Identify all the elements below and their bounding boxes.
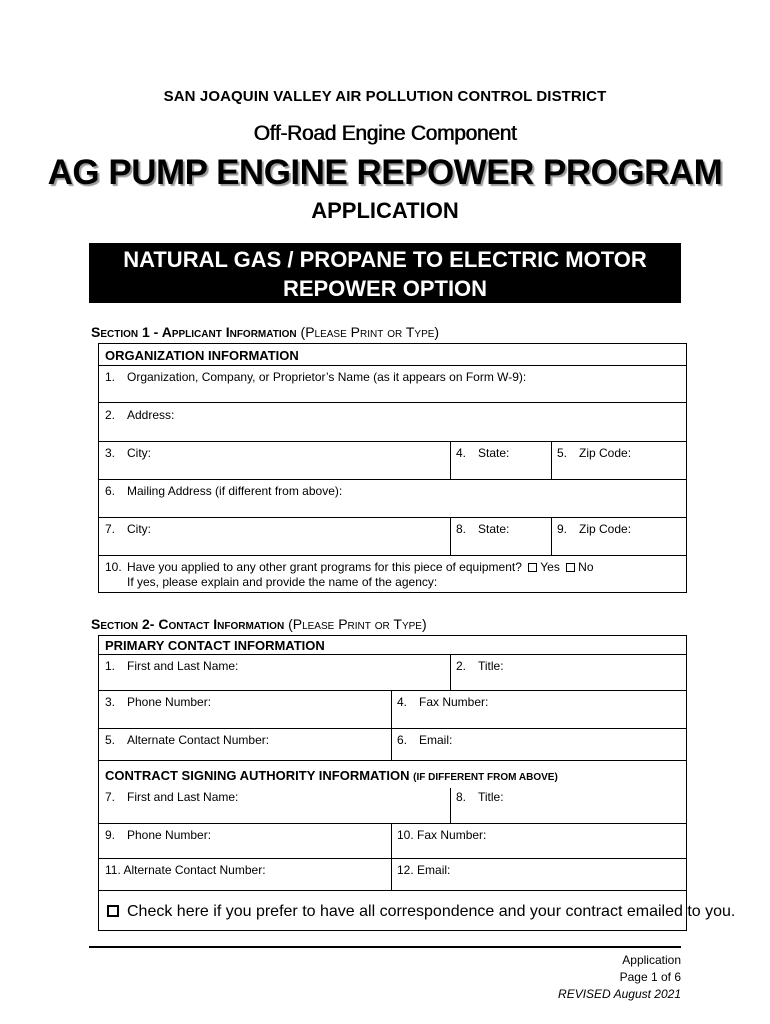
field-number: 6. xyxy=(105,484,116,498)
primary-name-label: First and Last Name: xyxy=(127,659,239,673)
other-grants-explain-field[interactable] xyxy=(127,575,437,589)
footer-page-number: Page 1 of 6 xyxy=(619,970,681,984)
signing-alt-number-field[interactable] xyxy=(105,863,266,877)
field-number: 3. xyxy=(105,695,116,709)
column-divider xyxy=(391,691,392,728)
mailing-state-label: State: xyxy=(478,522,510,536)
other-grants-question xyxy=(99,555,686,592)
field-number: 8. xyxy=(456,790,467,804)
signing-phone-field[interactable] xyxy=(105,828,211,842)
field-number: 7. xyxy=(105,790,116,804)
column-divider xyxy=(551,518,552,555)
field-number: 4. xyxy=(397,695,408,709)
banner-line-2: REPOWER OPTION xyxy=(282,276,488,301)
field-number: 5. xyxy=(105,733,116,747)
org-name-label: Organization, Company, or Proprietor’s Name (as it appears on Form W-9): xyxy=(127,370,527,384)
signing-authority-header xyxy=(105,768,558,783)
address-label: Address: xyxy=(127,408,175,422)
signing-alt-number-label: 11. Alternate Contact Number: xyxy=(105,863,266,877)
footer-revision: REVISED August 2021 xyxy=(558,987,681,1001)
signing-email-field[interactable] xyxy=(397,863,450,877)
zip-label: Zip Code: xyxy=(579,446,632,460)
signing-name-title-row xyxy=(99,788,686,823)
primary-phone-label: Phone Number: xyxy=(127,695,212,709)
section2-heading xyxy=(91,616,427,632)
signing-fax-label: 10. Fax Number: xyxy=(397,828,487,842)
field-number: 1. xyxy=(105,659,116,673)
organization-info-box xyxy=(98,343,687,593)
mailing-address-label: Mailing Address (if different from above): xyxy=(127,484,343,498)
city-field[interactable] xyxy=(105,446,151,460)
email-preference-row[interactable] xyxy=(107,903,735,921)
banner-line-1: NATURAL GAS / PROPANE TO ELECTRIC MOTOR xyxy=(123,247,647,272)
section1-heading xyxy=(91,324,439,340)
city-label: City: xyxy=(127,446,151,460)
state-label: State: xyxy=(478,446,510,460)
signing-phone-fax-row xyxy=(99,823,686,858)
city-state-zip-row xyxy=(99,441,686,479)
primary-alt-number-label: Alternate Contact Number: xyxy=(127,733,270,747)
no-label: No xyxy=(578,560,594,574)
primary-title-label: Title: xyxy=(478,659,504,673)
organization-info-header: ORGANIZATION INFORMATION xyxy=(105,348,299,363)
mailing-state-field[interactable] xyxy=(456,522,509,536)
mailing-city-state-zip-row xyxy=(99,517,686,555)
other-grants-label: Have you applied to any other grant programs for this piece of equipment? xyxy=(127,560,522,574)
column-divider xyxy=(450,788,451,823)
document-type: APPLICATION xyxy=(311,198,459,223)
field-number: 9. xyxy=(557,522,568,536)
primary-name-title-row xyxy=(99,654,686,690)
primary-alt-number-field[interactable] xyxy=(105,733,269,747)
primary-phone-field[interactable] xyxy=(105,695,211,709)
program-title: AG PUMP ENGINE REPOWER PROGRAM xyxy=(47,153,723,192)
signing-name-field[interactable] xyxy=(105,790,238,804)
footer-doc-name: Application xyxy=(622,953,681,967)
primary-fax-label: Fax Number: xyxy=(419,695,489,709)
primary-fax-field[interactable] xyxy=(397,695,488,709)
column-divider xyxy=(391,824,392,858)
primary-email-field[interactable] xyxy=(397,733,452,747)
component-title: Off-Road Engine Component xyxy=(253,122,517,145)
column-divider xyxy=(450,655,451,690)
mailing-city-label: City: xyxy=(127,522,151,536)
column-divider xyxy=(551,442,552,479)
address-field[interactable] xyxy=(99,402,686,441)
zip-field[interactable] xyxy=(557,446,631,460)
yes-checkbox[interactable] xyxy=(528,563,537,572)
field-number: 2. xyxy=(105,408,116,422)
field-number: 7. xyxy=(105,522,116,536)
field-number: 9. xyxy=(105,828,116,842)
column-divider xyxy=(450,442,451,479)
signing-fax-field[interactable] xyxy=(397,828,486,842)
no-checkbox[interactable] xyxy=(566,563,575,572)
section1-note: (Please Print or Type) xyxy=(300,324,440,340)
column-divider xyxy=(450,518,451,555)
primary-phone-fax-row xyxy=(99,690,686,728)
field-number: 10. xyxy=(105,560,122,574)
signing-authority-note: (IF DIFFERENT FROM ABOVE) xyxy=(413,772,558,783)
mailing-zip-field[interactable] xyxy=(557,522,631,536)
signing-email-label: 12. Email: xyxy=(397,863,451,877)
column-divider xyxy=(391,859,392,890)
signing-authority-header-row xyxy=(99,760,686,788)
yes-label: Yes xyxy=(540,560,560,574)
signing-alt-email-row xyxy=(99,858,686,890)
state-field[interactable] xyxy=(456,446,509,460)
email-preference-box xyxy=(98,890,736,931)
footer-rule xyxy=(89,946,681,948)
field-number: 5. xyxy=(557,446,568,460)
other-grants-explain-label: If yes, please explain and provide the name of the agency: xyxy=(127,575,438,589)
primary-contact-header: PRIMARY CONTACT INFORMATION xyxy=(105,638,325,653)
option-banner xyxy=(89,243,681,303)
field-number: 6. xyxy=(397,733,408,747)
mailing-zip-label: Zip Code: xyxy=(579,522,632,536)
primary-alt-email-row xyxy=(99,728,686,760)
signing-phone-label: Phone Number: xyxy=(127,828,212,842)
field-number: 2. xyxy=(456,659,467,673)
field-number: 3. xyxy=(105,446,116,460)
primary-name-field[interactable] xyxy=(105,659,238,673)
mailing-address-field[interactable] xyxy=(99,479,686,517)
signing-title-field[interactable] xyxy=(456,790,504,804)
field-number: 4. xyxy=(456,446,467,460)
section2-note: (Please Print or Type) xyxy=(288,616,427,632)
email-preference-checkbox[interactable] xyxy=(107,905,119,917)
signing-name-label: First and Last Name: xyxy=(127,790,239,804)
mailing-city-field[interactable] xyxy=(105,522,151,536)
primary-title-field[interactable] xyxy=(456,659,504,673)
column-divider xyxy=(391,729,392,760)
field-number: 1. xyxy=(105,370,116,384)
signing-authority-title: CONTRACT SIGNING AUTHORITY INFORMATION xyxy=(105,768,410,783)
section2-title: Section 2- Contact Information xyxy=(91,616,285,632)
district-name: SAN JOAQUIN VALLEY AIR POLLUTION CONTROL DISTRICT xyxy=(163,88,607,105)
contact-info-box xyxy=(98,635,687,891)
section1-title: Section 1 - Applicant Information xyxy=(91,324,297,340)
primary-email-label: Email: xyxy=(419,733,453,747)
field-number: 8. xyxy=(456,522,467,536)
signing-title-label: Title: xyxy=(478,790,504,804)
org-name-field[interactable] xyxy=(99,365,686,402)
email-preference-label: Check here if you prefer to have all correspondence and your contract emailed to you. xyxy=(127,903,736,920)
